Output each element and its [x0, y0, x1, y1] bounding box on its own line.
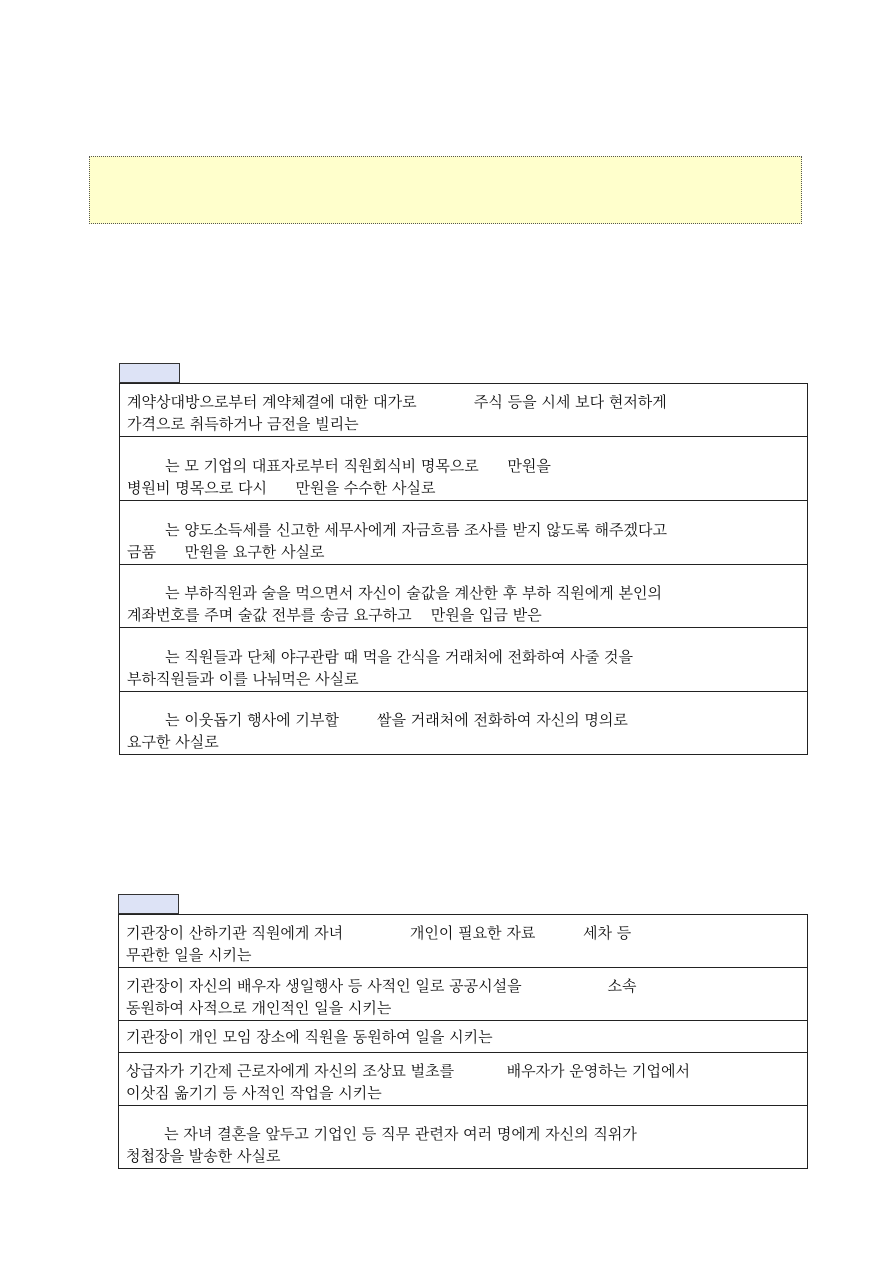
case-cell: [119, 1106, 808, 1169]
case-cell: [119, 968, 808, 1021]
case-text-line: 동원하여 사적으로 개인적인 일을 시키는: [126, 999, 392, 1017]
table-row: [120, 628, 808, 692]
case-cell: [120, 628, 808, 692]
case-cell: [120, 565, 808, 628]
highlight-note-box: [89, 156, 802, 224]
case-text-line: 기관장이 개인 모임 장소에 직원을 동원하여 일을 시키는: [126, 1027, 493, 1046]
case-text-line: 금품 만원을 요구한 사실로: [127, 543, 325, 561]
case-text-line: 는 자녀 결혼을 앞두고 기업인 등 직무 관련자 여러 명에게 자신의 직위가: [126, 1125, 637, 1143]
table-row: [120, 437, 808, 501]
table-row: [119, 1053, 808, 1106]
case-cell: [119, 915, 808, 968]
section2-label-tab: [118, 894, 179, 914]
case-text-line: 기관장이 자신의 배우자 생일행사 등 사적인 일로 공공시설을 소속: [126, 977, 637, 995]
section1-label-tab: [119, 363, 180, 383]
case-cell: [120, 437, 808, 501]
case-text-line: 무관한 일을 시키는: [126, 946, 252, 964]
table-row: [119, 968, 808, 1021]
case-cell: [119, 1053, 808, 1106]
case-cell: [120, 384, 808, 437]
table-row: [119, 1106, 808, 1169]
table-row: [119, 1021, 808, 1053]
section1-case-table: [119, 383, 808, 755]
table-row: [120, 565, 808, 628]
case-text-line: 상급자가 기간제 근로자에게 자신의 조상묘 벌초를 배우자가 운영하는 기업에서: [126, 1062, 690, 1080]
table-row: [119, 915, 808, 968]
case-text-line: 는 이웃돕기 행사에 기부할 쌀을 거래처에 전화하여 자신의 명의로: [127, 711, 628, 729]
case-text-line: 부하직원들과 이를 나눠먹은 사실로: [127, 670, 359, 688]
case-cell: [120, 692, 808, 755]
case-text-line: 는 부하직원과 술을 먹으면서 자신이 술값을 계산한 후 부하 직원에게 본인의: [127, 584, 663, 602]
table-row: [120, 501, 808, 565]
case-text-line: 는 양도소득세를 신고한 세무사에게 자금흐름 조사를 받지 않도록 해주겠다고: [127, 521, 667, 539]
case-text-line: 는 직원들과 단체 야구관람 때 먹을 간식을 거래처에 전화하여 사줄 것을: [127, 648, 634, 666]
case-text-line: 기관장이 산하기관 직원에게 자녀 개인이 필요한 자료 세차 등: [126, 924, 632, 942]
case-text-line: 계좌번호를 주며 술값 전부를 송금 요구하고 만원을 입금 받은: [127, 606, 542, 624]
table-row: [120, 692, 808, 755]
table-row: [120, 384, 808, 437]
case-text-line: 이삿짐 옮기기 등 사적인 작업을 시키는: [126, 1084, 382, 1102]
case-cell: [119, 1021, 808, 1053]
case-text-line: 계약상대방으로부터 계약체결에 대한 대가로 주식 등을 시세 보다 현저하게: [127, 393, 667, 411]
case-text-line: 가격으로 취득하거나 금전을 빌리는: [127, 415, 359, 433]
case-text-line: 청첩장을 발송한 사실로: [126, 1147, 281, 1165]
case-text-line: 는 모 기업의 대표자로부터 직원회식비 명목으로 만원을: [127, 457, 551, 475]
section2-case-table: [118, 914, 808, 1169]
case-text-line: 병원비 명목으로 다시 만원을 수수한 사실로: [127, 479, 436, 497]
case-text-line: 요구한 사실로: [127, 733, 219, 751]
case-cell: [120, 501, 808, 565]
